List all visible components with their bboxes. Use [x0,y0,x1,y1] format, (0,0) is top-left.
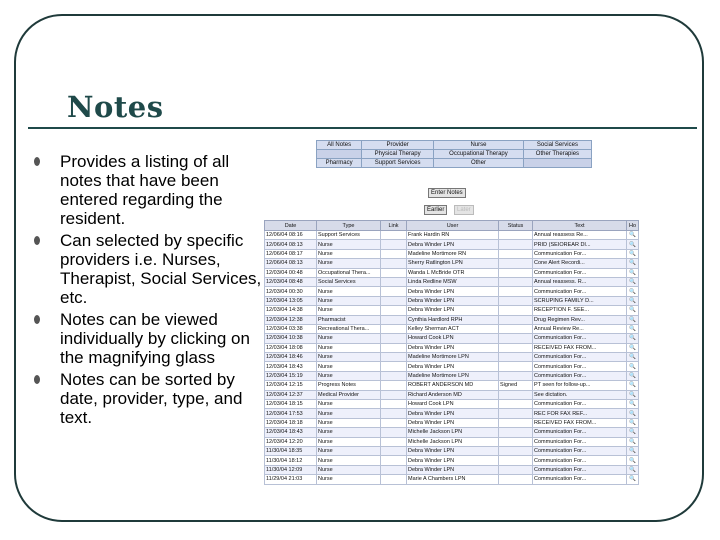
table-row[interactable] [265,381,639,390]
column-header[interactable]: Date [265,221,317,231]
table-row[interactable] [265,343,639,352]
table-cell [381,324,407,333]
magnifying-glass-icon[interactable]: 🔍 [627,475,639,484]
table-cell: Madeline Mortimore LPN [407,353,499,362]
table-cell: 12/03/04 12:20 [265,437,317,446]
filter-support-services[interactable]: Support Services [362,159,434,168]
table-cell: 12/06/04 08:13 [265,259,317,268]
table-cell: Nurse [317,343,381,352]
table-cell: Support Services [317,231,381,240]
table-cell [499,409,533,418]
table-cell: 12/03/04 13:05 [265,296,317,305]
notes-filter-grid [316,140,592,168]
table-cell: Wanda L McBride OTR [407,268,499,277]
magnifying-glass-icon[interactable]: 🔍 [627,409,639,418]
table-cell: RECEIVED FAX FROM... [533,343,627,352]
table-cell: Richard Anderson MD [407,390,499,399]
magnifying-glass-icon[interactable]: 🔍 [627,249,639,258]
table-cell: Nurse [317,362,381,371]
table-cell: Kelley Sherman ACT [407,324,499,333]
filter-nurse[interactable]: Nurse [434,141,524,150]
table-cell [499,428,533,437]
table-cell: Michelle Jackson LPN [407,428,499,437]
table-cell: Nurse [317,249,381,258]
filter-other[interactable]: Other [434,159,524,168]
table-cell [381,446,407,455]
table-cell [499,446,533,455]
magnifying-glass-icon[interactable]: 🔍 [627,240,639,249]
table-cell: 12/03/04 17:53 [265,409,317,418]
magnifying-glass-icon[interactable]: 🔍 [627,324,639,333]
table-cell [499,371,533,380]
table-cell: Debra Winder LPN [407,446,499,455]
table-row[interactable] [265,390,639,399]
notes-table [264,220,639,485]
table-cell: Nurse [317,240,381,249]
table-cell: SCRUPING FAMILY D... [533,296,627,305]
magnifying-glass-icon[interactable]: 🔍 [627,353,639,362]
magnifying-glass-icon[interactable]: 🔍 [627,400,639,409]
table-cell [499,315,533,324]
magnifying-glass-icon[interactable]: 🔍 [627,390,639,399]
table-cell: Debra Winder LPN [407,306,499,315]
table-cell: 12/06/04 08:16 [265,231,317,240]
table-cell: 11/30/04 18:12 [265,456,317,465]
table-cell: PT seen for follow-up... [533,381,627,390]
table-cell [499,268,533,277]
table-cell: 11/30/04 12:09 [265,465,317,474]
table-row[interactable] [265,231,639,240]
table-cell [381,249,407,258]
table-cell: 12/03/04 18:08 [265,343,317,352]
table-row[interactable] [265,315,639,324]
table-cell [381,259,407,268]
magnifying-glass-icon[interactable]: 🔍 [627,287,639,296]
table-body [265,231,639,485]
table-cell: 11/29/04 21:03 [265,475,317,484]
table-cell: Nurse [317,418,381,427]
filter-occupational-therapy[interactable]: Occupational Therapy [434,150,524,159]
table-cell: Debra Winder LPN [407,343,499,352]
table-cell [499,334,533,343]
table-cell: Debra Winder LPN [407,287,499,296]
table-cell: Communication For... [533,268,627,277]
table-cell: RECEPTION F. SEE... [533,306,627,315]
table-cell [381,334,407,343]
enter-notes-button[interactable]: Enter Notes [428,188,466,198]
table-cell: RECEIVED FAX FROM... [533,418,627,427]
table-cell: Communication For... [533,465,627,474]
table-cell: Communication For... [533,456,627,465]
magnifying-glass-icon[interactable]: 🔍 [627,315,639,324]
table-cell [381,343,407,352]
table-cell: Cynthia Hardlord RPH [407,315,499,324]
table-cell: 12/03/04 03:38 [265,324,317,333]
table-cell [381,268,407,277]
column-header[interactable]: User [407,221,499,231]
table-cell: 12/03/04 18:15 [265,400,317,409]
magnifying-glass-icon[interactable]: 🔍 [627,306,639,315]
magnifying-glass-icon[interactable]: 🔍 [627,446,639,455]
table-cell [381,437,407,446]
table-row[interactable] [265,446,639,455]
table-cell: Annual Review Re... [533,324,627,333]
magnifying-glass-icon[interactable]: 🔍 [627,381,639,390]
table-cell: See dictation. [533,390,627,399]
table-cell: 12/03/04 18:43 [265,428,317,437]
magnifying-glass-icon[interactable]: 🔍 [627,456,639,465]
table-cell [381,475,407,484]
bullet-item: Provides a listing of all notes that have been entered regarding the resident. [30,152,262,228]
table-row[interactable] [265,268,639,277]
magnifying-glass-icon[interactable]: 🔍 [627,428,639,437]
table-cell: 12/03/04 14:38 [265,306,317,315]
filter-empty-cell [317,150,362,159]
bullet-list [30,152,262,430]
table-cell: Communication For... [533,371,627,380]
table-cell [381,418,407,427]
bullet-item: Can selected by specific providers i.e. Nurses, Therapist, Social Services, etc. [30,231,262,307]
table-header-row [265,221,639,231]
table-cell: Marie A Chambers LPN [407,475,499,484]
table-cell: 12/03/04 10:38 [265,334,317,343]
table-cell: Nurse [317,334,381,343]
table-cell [381,362,407,371]
table-cell: 11/30/04 18:35 [265,446,317,455]
table-cell [381,428,407,437]
table-cell: Nurse [317,437,381,446]
table-cell: Debra Winder LPN [407,456,499,465]
filter-all-notes[interactable]: All Notes [317,141,362,150]
table-cell: Nurse [317,428,381,437]
magnifying-glass-icon[interactable]: 🔍 [627,277,639,286]
table-cell [381,465,407,474]
table-cell [381,456,407,465]
table-row[interactable] [265,249,639,258]
filter-empty-cell [523,159,591,168]
table-cell [499,390,533,399]
table-cell: 12/03/04 08:48 [265,277,317,286]
table-row[interactable] [265,287,639,296]
table-cell: PRID (SEIOREAR DI... [533,240,627,249]
slide-title: Notes [67,90,164,124]
table-cell: Communication For... [533,400,627,409]
table-cell: Madeline Mortimore RN [407,249,499,258]
table-cell: Drug Regimen Rev... [533,315,627,324]
table-cell: REC FOR FAX REF... [533,409,627,418]
table-cell: Howard Cook LPN [407,400,499,409]
table-cell [381,390,407,399]
earlier-button[interactable]: Earlier [424,205,447,215]
table-cell: Cone Alert Recordi... [533,259,627,268]
filter-physical-therapy[interactable]: Physical Therapy [362,150,434,159]
column-header[interactable]: Type [317,221,381,231]
table-row[interactable] [265,362,639,371]
table-cell: Nurse [317,456,381,465]
magnifying-glass-icon[interactable]: 🔍 [627,343,639,352]
table-cell: Nurse [317,465,381,474]
table-cell: Communication For... [533,446,627,455]
bullet-dot-icon [34,315,40,324]
table-row[interactable] [265,277,639,286]
table-cell [381,381,407,390]
table-cell: Nurse [317,400,381,409]
table-cell: Nurse [317,296,381,305]
table-cell [499,456,533,465]
magnifying-glass-icon[interactable]: 🔍 [627,268,639,277]
table-cell: Nurse [317,409,381,418]
table-cell [499,231,533,240]
table-cell [499,343,533,352]
table-cell [381,296,407,305]
table-cell: Communication For... [533,334,627,343]
table-cell [499,287,533,296]
table-cell [499,277,533,286]
table-cell: Linda Redline MSW [407,277,499,286]
column-header[interactable]: Link [381,221,407,231]
magnifying-glass-icon[interactable]: 🔍 [627,231,639,240]
table-cell [381,277,407,286]
magnifying-glass-icon[interactable]: 🔍 [627,371,639,380]
table-cell [381,306,407,315]
bullet-dot-icon [34,375,40,384]
filter-pharmacy[interactable]: Pharmacy [317,159,362,168]
column-header[interactable]: Ho [627,221,639,231]
magnifying-glass-icon[interactable]: 🔍 [627,296,639,305]
column-header[interactable]: Status [499,221,533,231]
table-cell: Nurse [317,446,381,455]
table-cell [499,240,533,249]
table-cell: 12/03/04 00:48 [265,268,317,277]
table-cell: Debra Winder LPN [407,418,499,427]
table-cell [499,437,533,446]
table-cell [499,475,533,484]
table-cell: Debra Winder LPN [407,409,499,418]
table-row[interactable] [265,371,639,380]
table-row[interactable] [265,465,639,474]
table-cell: 12/03/04 12:15 [265,381,317,390]
table-cell: Debra Winder LPN [407,240,499,249]
filter-provider[interactable]: Provider [362,141,434,150]
table-cell: Communication For... [533,353,627,362]
filter-other-therapies[interactable]: Other Therapies [523,150,591,159]
magnifying-glass-icon[interactable]: 🔍 [627,437,639,446]
bullet-dot-icon [34,236,40,245]
table-row[interactable] [265,418,639,427]
table-row[interactable] [265,306,639,315]
table-cell [381,315,407,324]
table-cell [499,418,533,427]
table-cell: 12/06/04 08:17 [265,249,317,258]
table-cell [499,362,533,371]
table-row[interactable] [265,240,639,249]
table-cell: Frank Hardin RN [407,231,499,240]
table-cell: Nurse [317,306,381,315]
magnifying-glass-icon[interactable]: 🔍 [627,362,639,371]
table-cell: Nurse [317,287,381,296]
table-cell: Communication For... [533,437,627,446]
table-cell: Communication For... [533,362,627,371]
table-cell: 12/03/04 18:46 [265,353,317,362]
notes-screenshot [262,137,640,487]
table-cell: ROBERT ANDERSON MD [407,381,499,390]
table-cell: Communication For... [533,475,627,484]
table-cell: Nurse [317,259,381,268]
magnifying-glass-icon[interactable]: 🔍 [627,334,639,343]
table-cell: Occupational Thera... [317,268,381,277]
table-cell: Progress Notes [317,381,381,390]
table-cell [381,400,407,409]
table-cell [499,400,533,409]
table-cell: 12/03/04 00:30 [265,287,317,296]
table-cell: Debra Winder LPN [407,296,499,305]
table-row[interactable] [265,296,639,305]
table-cell: Howard Cook LPN [407,334,499,343]
table-cell: Pharmacist [317,315,381,324]
table-cell: 12/03/04 12:37 [265,390,317,399]
table-cell: Michelle Jackson LPN [407,437,499,446]
table-cell: Nurse [317,353,381,362]
table-cell: Communication For... [533,287,627,296]
table-cell [499,249,533,258]
column-header[interactable]: Text [533,221,627,231]
table-cell [381,353,407,362]
table-row[interactable] [265,400,639,409]
table-cell: Nurse [317,475,381,484]
table-cell: Signed [499,381,533,390]
table-cell: 12/03/04 12:38 [265,315,317,324]
table-row[interactable] [265,437,639,446]
table-row[interactable] [265,475,639,484]
bullet-item: Notes can be sorted by date, provider, type, and text. [30,370,262,427]
magnifying-glass-icon[interactable]: 🔍 [627,465,639,474]
table-cell: Annual reassess. R... [533,277,627,286]
table-cell [499,353,533,362]
table-cell [381,409,407,418]
bullet-item: Notes can be viewed individually by clicking on the magnifying glass [30,310,262,367]
table-cell: Madeline Mortimore LPN [407,371,499,380]
table-row[interactable] [265,259,639,268]
table-cell: Nurse [317,371,381,380]
table-row[interactable] [265,353,639,362]
table-cell: Annual reassess Re... [533,231,627,240]
table-cell [381,240,407,249]
table-cell: Communication For... [533,428,627,437]
table-cell: 12/03/04 15:19 [265,371,317,380]
magnifying-glass-icon[interactable]: 🔍 [627,418,639,427]
table-cell [499,324,533,333]
table-cell: Recreational Thera... [317,324,381,333]
table-row[interactable] [265,456,639,465]
later-button[interactable]: Later [454,205,474,215]
table-cell [381,287,407,296]
table-cell: Sherry Ratlington LPN [407,259,499,268]
table-cell: Social Services [317,277,381,286]
magnifying-glass-icon[interactable]: 🔍 [627,259,639,268]
table-row[interactable] [265,409,639,418]
table-cell [499,296,533,305]
table-cell: 12/03/04 18:18 [265,418,317,427]
table-cell [381,231,407,240]
table-row[interactable] [265,428,639,437]
table-cell: Communication For... [533,249,627,258]
bullet-dot-icon [34,157,40,166]
table-cell: Debra Winder LPN [407,465,499,474]
table-cell: 12/06/04 08:13 [265,240,317,249]
title-divider [28,127,697,129]
table-row[interactable] [265,334,639,343]
table-cell: 12/03/04 18:43 [265,362,317,371]
table-cell [499,259,533,268]
filter-social-services[interactable]: Social Services [523,141,591,150]
table-cell [499,306,533,315]
table-cell [381,371,407,380]
table-cell: Medical Provider [317,390,381,399]
table-cell: Debra Winder LPN [407,362,499,371]
table-row[interactable] [265,324,639,333]
table-cell [499,465,533,474]
